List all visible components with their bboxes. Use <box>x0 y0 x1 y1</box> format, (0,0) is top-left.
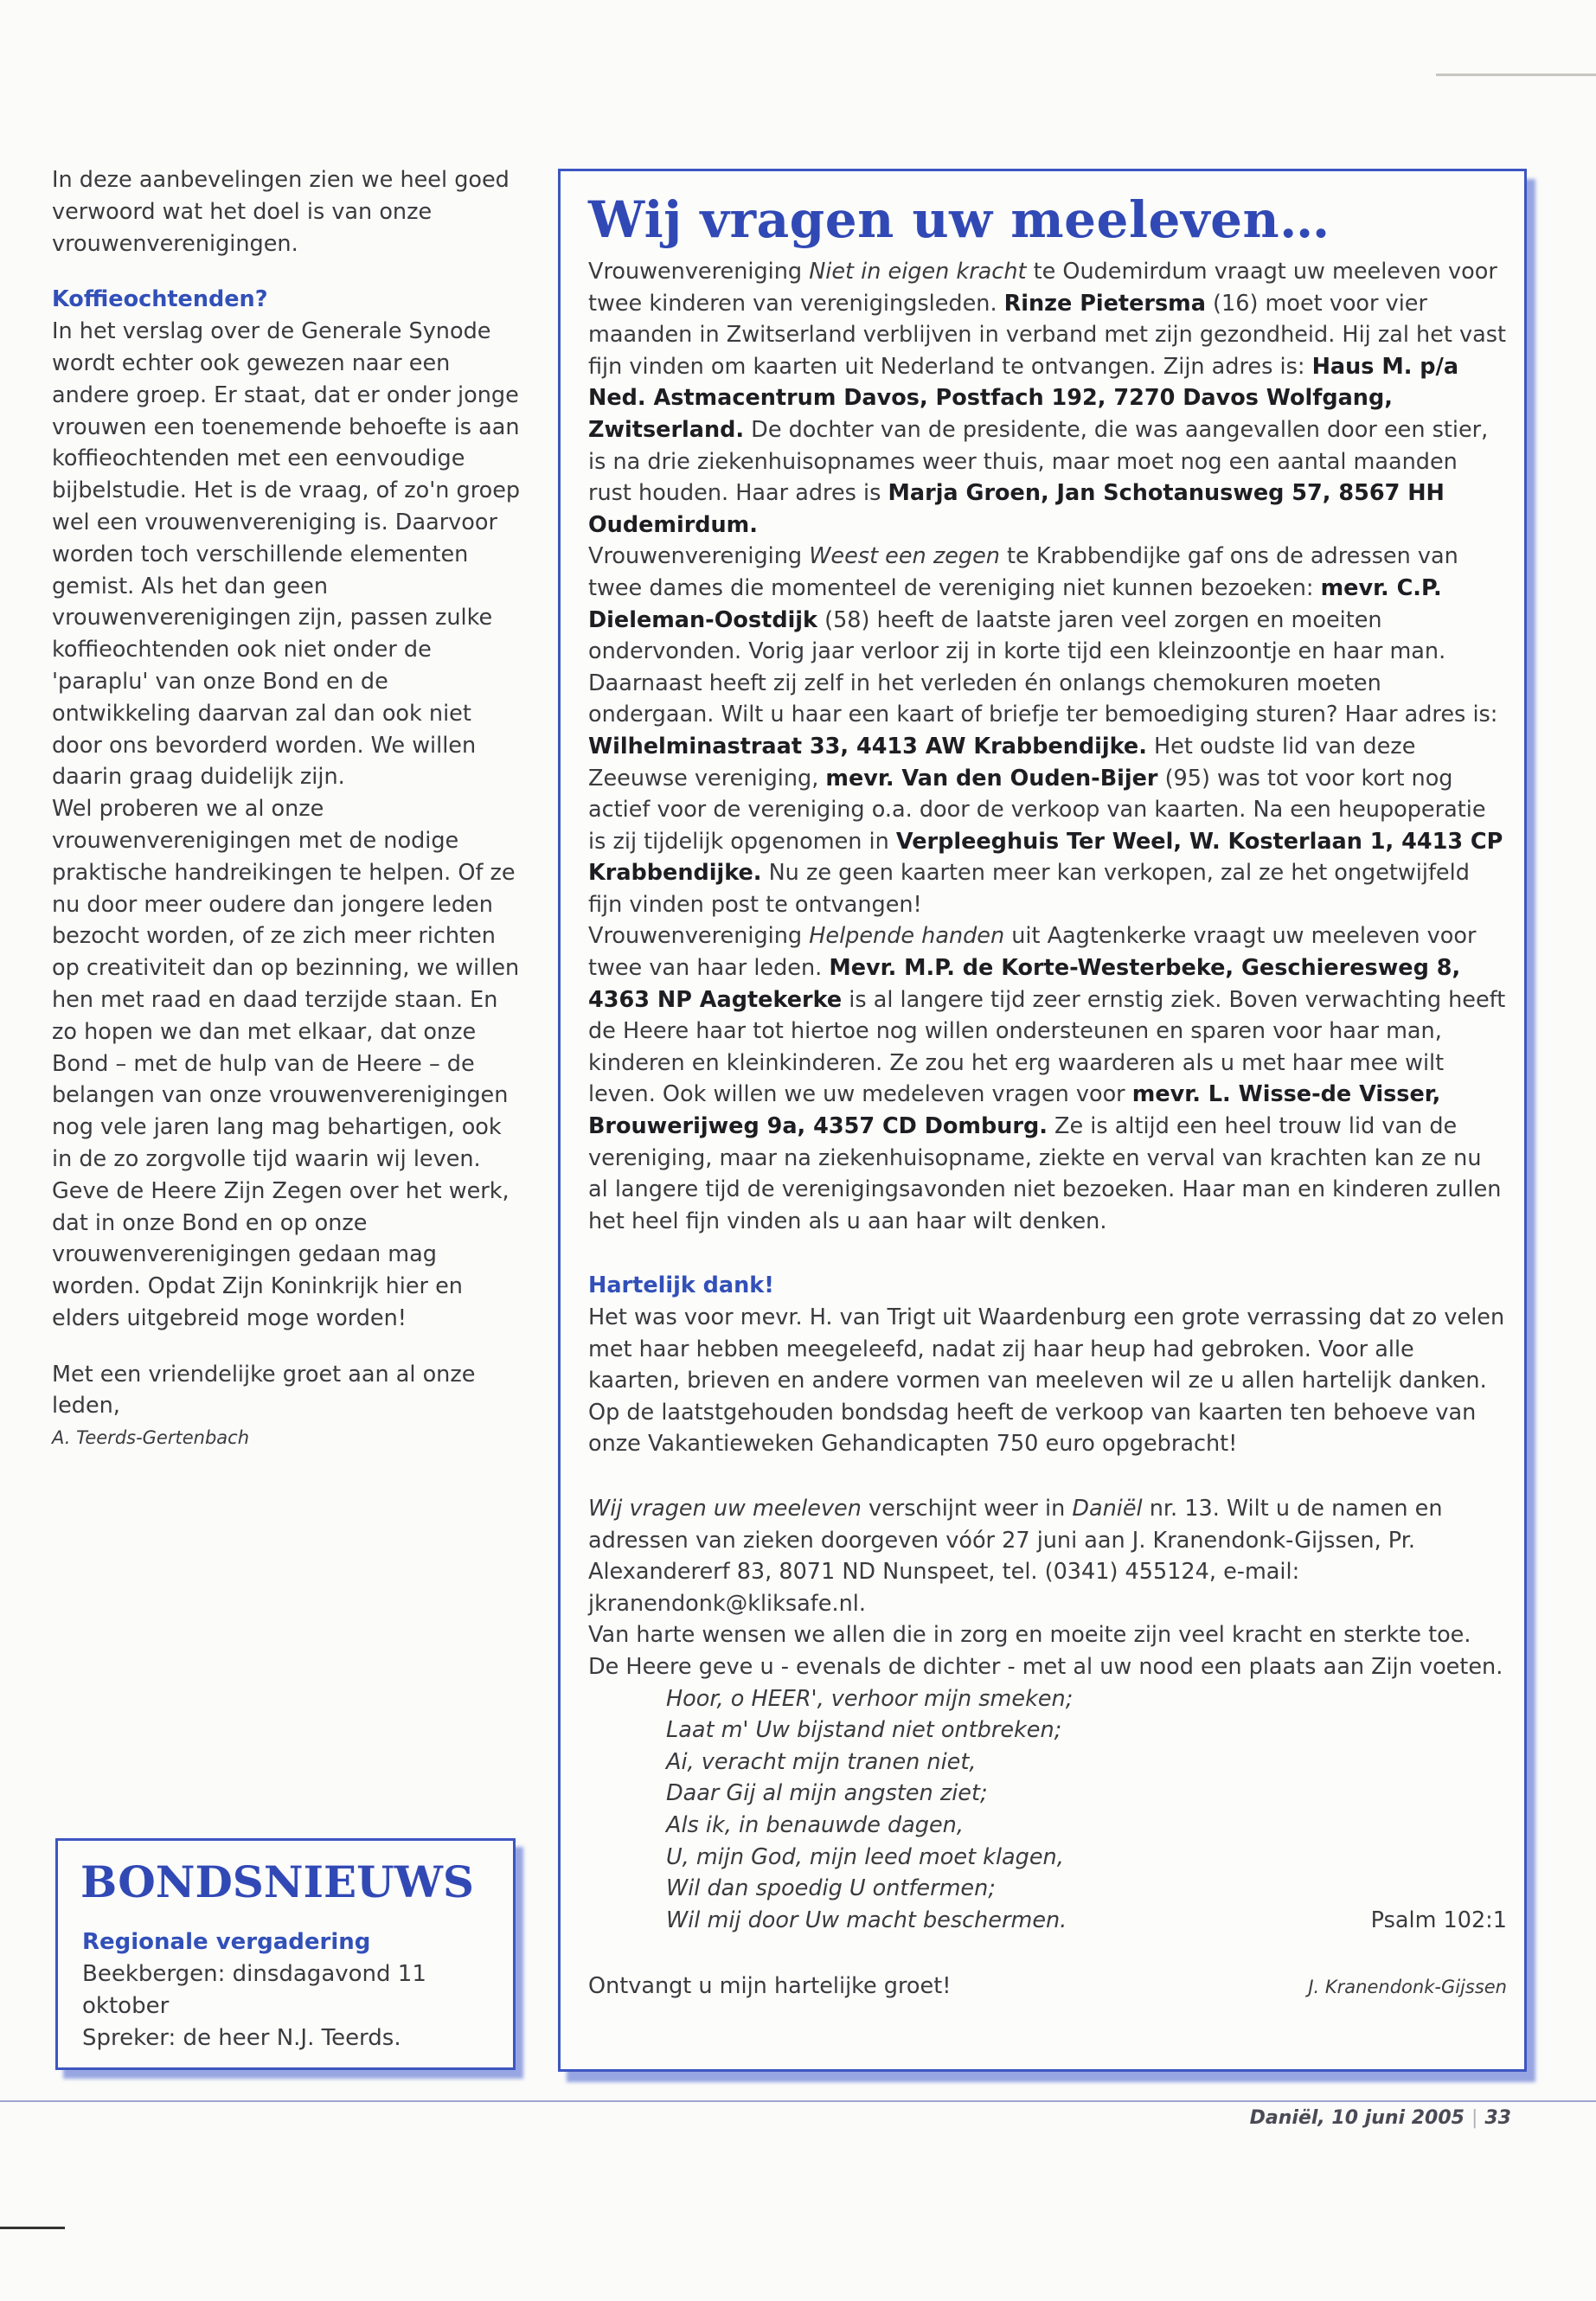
bottom-decor-rule <box>0 2227 65 2229</box>
footer-rule <box>0 2100 1596 2102</box>
thanks-heading: Hartelijk dank! <box>588 1272 774 1299</box>
koffieochtenden-heading: Koffieochtenden? <box>52 286 268 313</box>
poem-line: U, mijn God, mijn leed moet klagen, <box>666 1843 1064 1870</box>
thanks-paragraph: Het was voor mevr. H. van Trigt uit Waardenburg een grote verrassing dat zo velen met haar hebben meegeleefd, nadat zij haar heup had gebroken. Voor alle kaarten, brieven en andere vormen van meeleven wil ze u allen hartelijk danken. Op de laatstgehouden bondsdag heeft de verkoop van kaarten ten behoeve van onze Vakantieweken Gehandicapten 750 euro opgebracht! <box>588 1304 1505 1458</box>
bondsnieuws-content <box>82 1926 497 2054</box>
publication-info: Daniël, 10 juni 2005 <box>1249 2107 1465 2129</box>
closing-row <box>588 1971 1507 2003</box>
left-column <box>52 164 523 1454</box>
psalm-reference: Psalm 102:1 <box>1370 1907 1507 1933</box>
oudemirdum-paragraph: Vrouwenvereniging Niet in eigen kracht te Oudemirdum vraagt uw meeleven voor twee kinderen van verenigingsleden. Rinze Pietersma (16) moet voor vier maanden in Zwitserland verblijven in verband met zijn gezondheid. Hij zal het vast fijn vinden om kaarten uit Nederland te ontvangen. Zijn adres is: Haus M. p/a Ned. Astmacentrum Davos, Postfach 192, 7270 Davos Wolfgang, Zwitserland. De dochter van de presidente, die was aangevallen door een stier, is na drie ziekenhuisopnames weer thuis, maar moet nog een aantal maanden rust houden. Haar adres is Marja Groen, Jan Schotanusweg 57, 8567 HH Oudemirdum. <box>588 259 1507 538</box>
aagtekerke-paragraph: Vrouwenvereniging Helpende handen uit Aagtenkerke vraagt uw meeleven voor twee van haar leden. Mevr. M.P. de Korte-Westerbeke, Geschieresweg 8, 4363 NP Aagtekerke is al langere tijd zeer ernstig ziek. Boven verwachting heeft de Heere haar tot hiertoe nog willen ondersteunen en sparen voor haar man, kinderen en kleinkinderen. Ze zou het erg waarderen als u met haar mee wilt leven. Ook willen we uw medeleven vragen voor mevr. L. Wisse-de Visser, Brouwerijweg 9a, 4357 CD Domburg. Ze is altijd een heel trouw lid van de vereniging, maar na ziekenhuisopname, ziekte en verval van krachten kan ze nu al langere tijd de verenigingsavonden niet bezoeken. Haar man en kinderen zullen het heel fijn vinden als u aan haar wilt denken. <box>588 923 1506 1234</box>
submission-paragraph: Wij vragen uw meeleven verschijnt weer in Daniël nr. 13. Wilt u de namen en adressen van zieken doorgeven vóór 27 juni aan J. Kranendonk-Gijssen, Pr. Alexandererf 83, 8071 ND Nunspeet, tel. (0341) 455124, e-mail: jkranendonk@kliksafe.nl. <box>588 1495 1443 1617</box>
poem-line: Wil mij door Uw macht beschermen. <box>666 1907 1067 1933</box>
wishes-paragraph: Van harte wensen we allen die in zorg en moeite zijn veel kracht en sterkte toe. De Heere geve u - evenals de dichter - met al uw nood een plaats aan Zijn voeten. <box>588 1622 1503 1680</box>
poem-line: Ai, veracht mijn tranen niet, <box>666 1748 977 1775</box>
footer-divider: | <box>1471 2107 1478 2129</box>
bondsnieuws-box <box>55 1838 516 2070</box>
psalm-poem <box>666 1683 1507 1937</box>
meeting-speaker: Spreker: de heer N.J. Teerds. <box>82 2025 401 2051</box>
main-signature: J. Kranendonk-Gijssen <box>1308 1977 1507 1998</box>
meeting-date: Beekbergen: dinsdagavond 11 oktober <box>82 1961 426 2019</box>
meeleven-title: Wij vragen uw meeleven… <box>588 190 1330 249</box>
bondsnieuws-title: BONDSNIEUWS <box>80 1856 474 1907</box>
greeting-text: Met een vriendelijke groet aan al onze leden, <box>52 1361 476 1420</box>
body-paragraph-2: Wel proberen we al onze vrouwenverenigingen met de nodige praktische handreikingen te helpen. Of ze nu door meer oudere dan jongere leden bezocht worden, of ze zich meer richten op creativiteit dan op bezinning, we willen hen met raad en daad terzijde staan. En zo hopen we dan met elkaar, dat onze Bond – met de hulp van de Heere – de belangen van onze vrouwenverenigingen nog vele jaren lang mag behartigen, ook in de zo zorgvolle tijd waarin wij leven. Geve de Heere Zijn Zegen over het werk, dat in onze Bond en op onze vrouwenverenigingen gedaan mag worden. Opdat Zijn Koninkrijk hier en elders uitgebreid moge worden! <box>52 796 520 1331</box>
poem-line: Daar Gij al mijn angsten ziet; <box>666 1780 988 1807</box>
poem-line: Als ik, in benauwde dagen, <box>666 1811 964 1838</box>
poem-line: Wil dan spoedig U ontfermen; <box>666 1875 996 1902</box>
closing-greeting: Ontvangt u mijn hartelijke groet! <box>588 1973 952 2000</box>
top-decor-rule <box>1436 74 1596 76</box>
left-signature: A. Teerds-Gertenbach <box>52 1427 250 1449</box>
body-paragraph-1: In het verslag over de Generale Synode wordt echter ook gewezen naar een andere groep. Er staat, dat er onder jonge vrouwen een toenemende behoefte is aan koffieochtenden met een eenvoudige bijbelstudie. Het is de vraag, of zo'n groep wel een vrouwenvereniging is. Daarvoor worden toch verschillende elementen gemist. Als het dan geen vrouwenverenigingen zijn, passen zulke koffieochtenden ook niet onder de 'paraplu' van onze Bond en de ontwikkeling daarvan zal dan ook niet door ons bevorderd worden. We willen daarin graag duidelijk zijn. <box>52 318 521 791</box>
page-footer <box>1250 2107 1511 2129</box>
meeleven-box <box>558 169 1527 2072</box>
page-number: 33 <box>1484 2107 1511 2129</box>
regional-meeting-heading: Regionale vergadering <box>82 1929 371 1955</box>
poem-line: Laat m' Uw bijstand niet ontbreken; <box>666 1717 1062 1744</box>
poem-line: Hoor, o HEER', verhoor mijn smeken; <box>666 1685 1074 1712</box>
meeleven-content <box>588 256 1507 2003</box>
intro-paragraph: In deze aanbevelingen zien we heel goed verwoord wat het doel is van onze vrouwenverenigingen. <box>52 167 510 257</box>
krabbendijke-paragraph: Vrouwenvereniging Weest een zegen te Krabbendijke gaf ons de adressen van twee dames die momenteel de vereniging niet kunnen bezoeken: mevr. C.P. Dieleman-Oostdijk (58) heeft de laatste jaren veel zorgen en moeiten ondervonden. Vorig jaar verloor zij in korte tijd een kleinzoontje en haar man. Daarnaast heeft zij zelf in het verleden én onlangs chemokuren moeten ondergaan. Wilt u haar een kaart of briefje ter bemoediging sturen? Haar adres is: Wilhelminastraat 33, 4413 AW Krabbendijke. Het oudste lid van deze Zeeuwse vereniging, mevr. Van den Ouden-Bijer (95) was tot voor kort nog actief voor de vereniging o.a. door de verkoop van kaarten. Na een heupoperatie is zij tijdelijk opgenomen in Verpleeghuis Ter Weel, W. Kosterlaan 1, 4413 CP Krabbendijke. Nu ze geen kaarten meer kan verkopen, zal ze het ongetwijfeld fijn vinden post te ontvangen! <box>588 543 1503 918</box>
